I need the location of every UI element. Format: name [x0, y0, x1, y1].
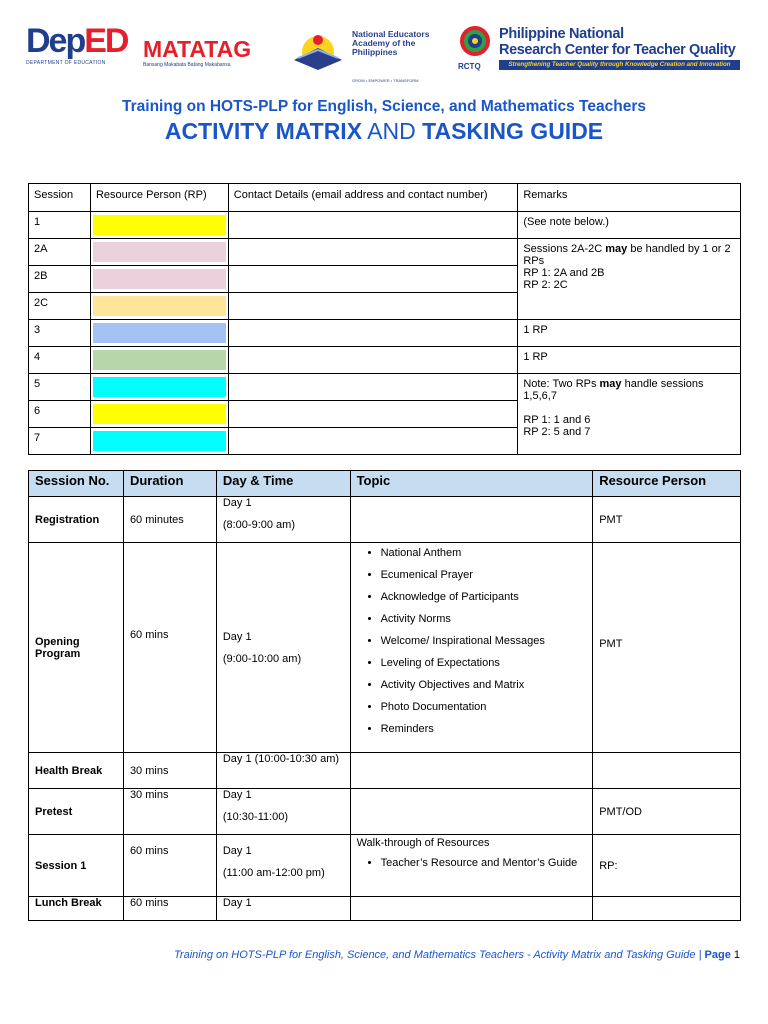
session-cell: Registration [29, 497, 124, 543]
col-header: Resource Person [593, 471, 741, 497]
session-cell: Opening Program [29, 543, 124, 753]
table-row [29, 543, 741, 753]
day-time-cell: Day 1 (10:30-11:00) [216, 789, 350, 835]
contact-cell[interactable] [228, 266, 518, 293]
topic-item: • Acknowledge of Participants [381, 591, 587, 603]
duration-cell: 60 minutes [123, 497, 216, 543]
topic-cell [350, 753, 593, 789]
col-header: Remarks [518, 184, 741, 212]
table-row [29, 347, 741, 374]
logo-bar: DepED DEPARTMENT OF EDUCATION MATATAG Bansang Makabata Batang Makabansa National Educators Academy of the Philippines GROW • EMPOWER • TRANSFORM RCTQ Philippine National Research Center for Teacher Quality Strengthening Teacher Quality through Knowledge Creation and Innovation [0, 20, 768, 82]
rp-cell[interactable] [90, 212, 228, 239]
table-header-row [29, 184, 741, 212]
rp-color-swatch [93, 296, 226, 316]
topic-cell [350, 497, 593, 543]
contact-cell[interactable] [228, 239, 518, 266]
rp-cell[interactable] [90, 293, 228, 320]
session-cell: Lunch Break [29, 897, 124, 921]
rp-color-swatch [93, 242, 226, 262]
table-row [29, 789, 741, 835]
remarks-cell: Sessions 2A-2C may be handled by 1 or 2 RPs RP 1: 2A and 2B RP 2: 2C [518, 239, 741, 320]
session-cell: 2B [29, 266, 91, 293]
rp-cell: PMT [593, 543, 741, 753]
duration-cell: 60 mins [123, 543, 216, 753]
topic-item: • Activity Norms [381, 613, 587, 625]
rp-cell: PMT/OD [593, 789, 741, 835]
contact-cell[interactable] [228, 212, 518, 239]
page-footer: Training on HOTS-PLP for English, Science, and Mathematics Teachers - Activity Matrix and Tasking Guide | Page 1 [174, 949, 740, 961]
doc-title: ACTIVITY MATRIX AND TASKING GUIDE [164, 118, 604, 144]
resource-person-table [28, 183, 741, 455]
schedule-table [28, 470, 741, 921]
duration-cell: 60 mins [123, 835, 216, 897]
topic-item: • National Anthem [381, 547, 587, 559]
session-cell: Health Break [29, 753, 124, 789]
rp-cell[interactable] [90, 320, 228, 347]
rctq-logo: RCTQ Philippine National Research Center for Teacher Quality Strengthening Teacher Quality through Knowledge Creation and Innovation [452, 24, 744, 76]
session-cell: Session 1 [29, 835, 124, 897]
remarks-cell: (See note below.) [518, 212, 741, 239]
rp-color-swatch [93, 350, 226, 370]
table-row [29, 835, 741, 897]
session-cell: Pretest [29, 789, 124, 835]
rp-cell: RP: [593, 835, 741, 897]
contact-cell[interactable] [228, 374, 518, 401]
table-row [29, 897, 741, 921]
topic-item: • Leveling of Expectations [381, 657, 587, 669]
col-header: Duration [123, 471, 216, 497]
rp-cell[interactable] [90, 428, 228, 455]
duration-cell: 60 mins [123, 897, 216, 921]
col-header: Day & Time [216, 471, 350, 497]
topic-item: • Activity Objectives and Matrix [381, 679, 587, 691]
topic-cell [350, 897, 593, 921]
rp-cell: PMT [593, 497, 741, 543]
rp-color-swatch [93, 377, 226, 397]
topic-cell: Walk-through of Resources • Teacher’s Resource and Mentor’s Guide [350, 835, 593, 897]
session-cell: 4 [29, 347, 91, 374]
table-header-row [29, 471, 741, 497]
session-cell: 2C [29, 293, 91, 320]
col-header: Session [29, 184, 91, 212]
remarks-cell: 1 RP [518, 347, 741, 374]
session-cell: 1 [29, 212, 91, 239]
rp-color-swatch [93, 215, 226, 235]
session-cell: 3 [29, 320, 91, 347]
session-cell: 7 [29, 428, 91, 455]
table-row [29, 320, 741, 347]
table-row [29, 374, 741, 401]
contact-cell[interactable] [228, 347, 518, 374]
topic-item: • Reminders [381, 723, 587, 735]
contact-cell[interactable] [228, 320, 518, 347]
duration-cell: 30 mins [123, 789, 216, 835]
rp-cell[interactable] [90, 266, 228, 293]
col-header: Topic [350, 471, 593, 497]
table-row [29, 753, 741, 789]
contact-cell[interactable] [228, 428, 518, 455]
topic-item: • Welcome/ Inspirational Messages [381, 635, 587, 647]
topic-item: • Teacher’s Resource and Mentor’s Guide [381, 857, 587, 869]
rp-color-swatch [93, 431, 226, 451]
rp-cell[interactable] [90, 374, 228, 401]
col-header: Contact Details (email address and contact number) [228, 184, 518, 212]
col-header: Session No. [29, 471, 124, 497]
session-cell: 5 [29, 374, 91, 401]
rp-color-swatch [93, 269, 226, 289]
rp-color-swatch [93, 323, 226, 343]
table-row [29, 212, 741, 239]
day-time-cell: Day 1 (9:00-10:00 am) [216, 543, 350, 753]
remarks-cell: Note: Two RPs may handle sessions 1,5,6,7 RP 1: 1 and 6 RP 2: 5 and 7 [518, 374, 741, 455]
deped-logo: DepED DEPARTMENT OF EDUCATION [26, 22, 128, 66]
contact-cell[interactable] [228, 401, 518, 428]
day-time-cell: Day 1 (8:00-9:00 am) [216, 497, 350, 543]
table-row [29, 239, 741, 266]
topic-cell [350, 789, 593, 835]
neap-emblem-icon [288, 30, 348, 74]
rp-cell[interactable] [90, 347, 228, 374]
doc-subtitle: Training on HOTS-PLP for English, Science, and Mathematics Teachers [122, 98, 646, 115]
day-time-cell: Day 1 [216, 897, 350, 921]
matatag-logo: MATATAG Bansang Makabata Batang Makabansa [143, 36, 252, 68]
rp-color-swatch [93, 404, 226, 424]
rctq-emblem-icon [454, 24, 496, 60]
table-row [29, 497, 741, 543]
rp-cell[interactable] [90, 401, 228, 428]
topic-list [357, 547, 587, 735]
session-cell: 2A [29, 239, 91, 266]
session-cell: 6 [29, 401, 91, 428]
duration-cell: 30 mins [123, 753, 216, 789]
rp-cell[interactable] [90, 239, 228, 266]
rp-cell [593, 897, 741, 921]
rp-cell [593, 753, 741, 789]
col-header: Resource Person (RP) [90, 184, 228, 212]
topic-item: • Ecumenical Prayer [381, 569, 587, 581]
contact-cell[interactable] [228, 293, 518, 320]
day-time-cell: Day 1 (11:00 am-12:00 pm) [216, 835, 350, 897]
topic-item: • Photo Documentation [381, 701, 587, 713]
remarks-cell: 1 RP [518, 320, 741, 347]
topic-cell [350, 543, 593, 753]
day-time-cell: Day 1 (10:00-10:30 am) [216, 753, 350, 789]
